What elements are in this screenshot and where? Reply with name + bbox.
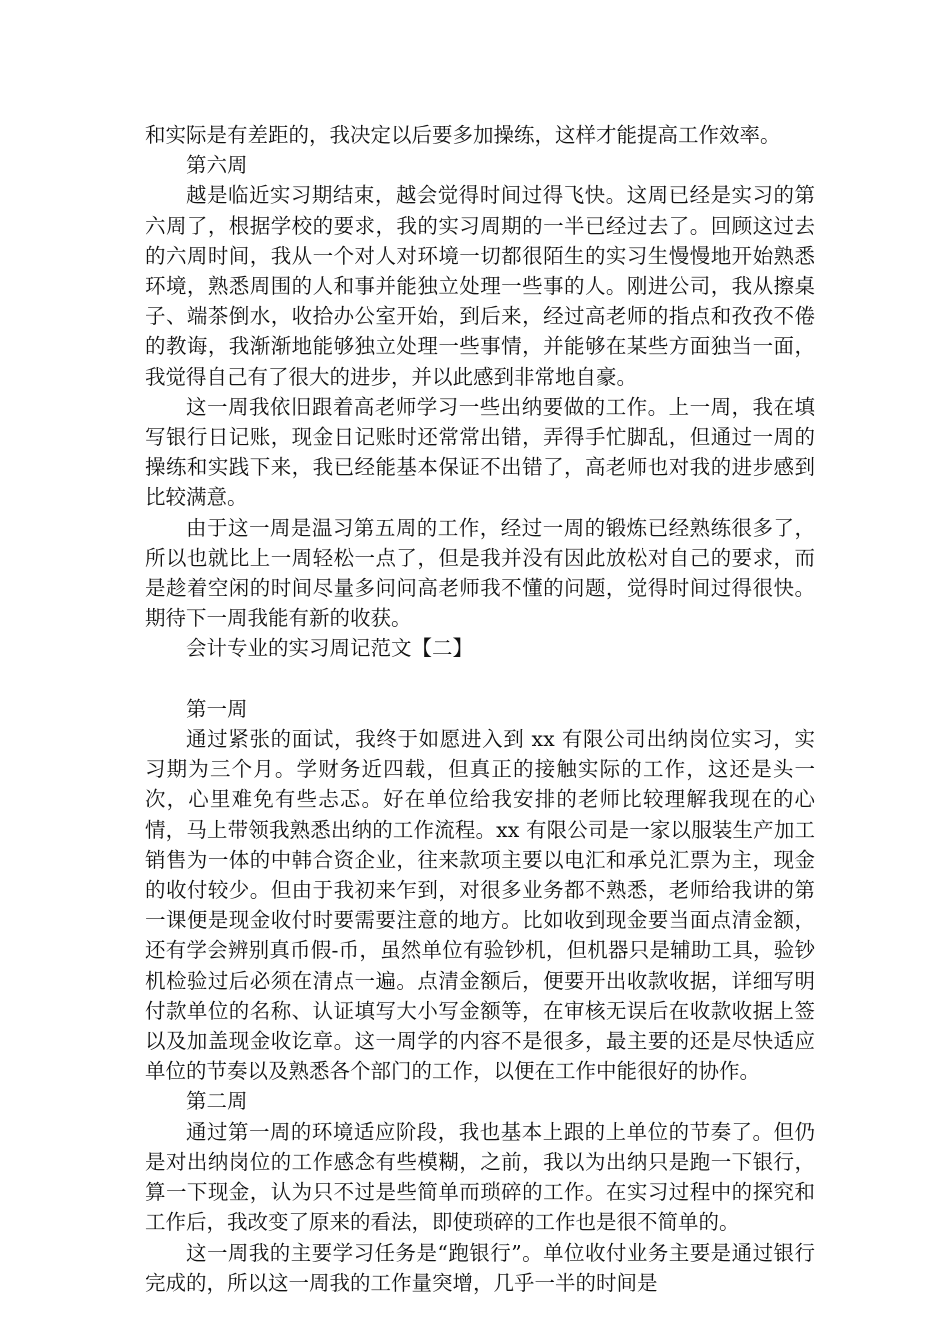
heading-week-six: 第六周 xyxy=(186,153,248,178)
paragraph-week-two-bank: 这一周我的主要学习任务是“跑银行”。单位收付业务主要是通过银行完成的，所以这一周我的工作量突增，几乎一半的时间是 xyxy=(145,1240,815,1295)
heading-week-two: 第二周 xyxy=(186,1089,248,1114)
paragraph-week-six-intro: 越是临近实习期结束，越会觉得时间过得飞快。这周已经是实习的第六周了，根据学校的要求，我的实习周期的一半已经过去了。回顾这过去的六周时间，我从一个对人对环境一切都很陌生的实习生慢慢地开始熟悉环境，熟悉周围的人和事并能独立处理一些事的人。刚进公司，我从擦桌子、端茶倒水，收拾办公室开始，到后来，经过高老师的指点和孜孜不倦的教诲，我渐渐地能够独立处理一些事情，并能够在某些方面独当一面，我觉得自己有了很大的进步，并以此感到非常地自豪。 xyxy=(145,183,815,389)
blank-line xyxy=(145,664,815,694)
paragraph-week-two-intro: 通过第一周的环境适应阶段，我也基本上跟的上单位的节奏了。但仍是对出纳岗位的工作感念有些模糊，之前，我以为出纳只是跑一下银行，算一下现金，认为只不过是些简单而琐碎的工作。在实习过程中的探究和工作后，我改变了原来的看法，即使琐碎的工作也是很不简单的。 xyxy=(145,1119,815,1235)
document-page xyxy=(145,120,815,1298)
section-title-sample-two: 会计专业的实习周记范文【二】 xyxy=(186,636,473,661)
paragraph-week-one: 通过紧张的面试，我终于如愿进入到 xx 有限公司出纳岗位实习，实习期为三个月。学财务近四载，但真正的接触实际的工作，这还是头一次，心里难免有些忐忑。好在单位给我安排的老师比较理解我现在的心情，马上带领我熟悉出纳的工作流程。xx 有限公司是一家以服装生产加工销售为一体的中韩合资企业，往来款项主要以电汇和承兑汇票为主，现金的收付较少。但由于我初来乍到，对很多业务都不熟悉，老师给我讲的第一课便是现金收付时要需要注意的地方。比如收到现金要当面点清金额，还有学会辨别真币假-币，虽然单位有验钞机，但机器只是辅助工具，验钞机检验过后必须在清点一遍。点清金额后，便要开出收款收据，详细写明付款单位的名称、认证填写大小写金额等，在审核无误后在收款收据上签以及加盖现金收讫章。这一周学的内容不是很多，最主要的还是尽快适应单位的节奏以及熟悉各个部门的工作，以便在工作中能很好的协作。 xyxy=(145,727,815,1084)
paragraph-continuation: 和实际是有差距的，我决定以后要多加操练，这样才能提高工作效率。 xyxy=(145,123,781,147)
paragraph-week-six-review: 由于这一周是温习第五周的工作，经过一周的锻炼已经熟练很多了，所以也就比上一周轻松一点了，但是我并没有因此放松对自己的要求，而是趁着空闲的时间尽量多问问高老师我不懂的问题，觉得时间过得很快。期待下一周我能有新的收获。 xyxy=(145,515,815,631)
heading-week-one: 第一周 xyxy=(186,696,248,721)
paragraph-week-six-work: 这一周我依旧跟着高老师学习一些出纳要做的工作。上一周，我在填写银行日记账，现金日记账时还常常出错，弄得手忙脚乱，但通过一周的操练和实践下来，我已经能基本保证不出错了，高老师也对我的进步感到比较满意。 xyxy=(145,394,815,510)
